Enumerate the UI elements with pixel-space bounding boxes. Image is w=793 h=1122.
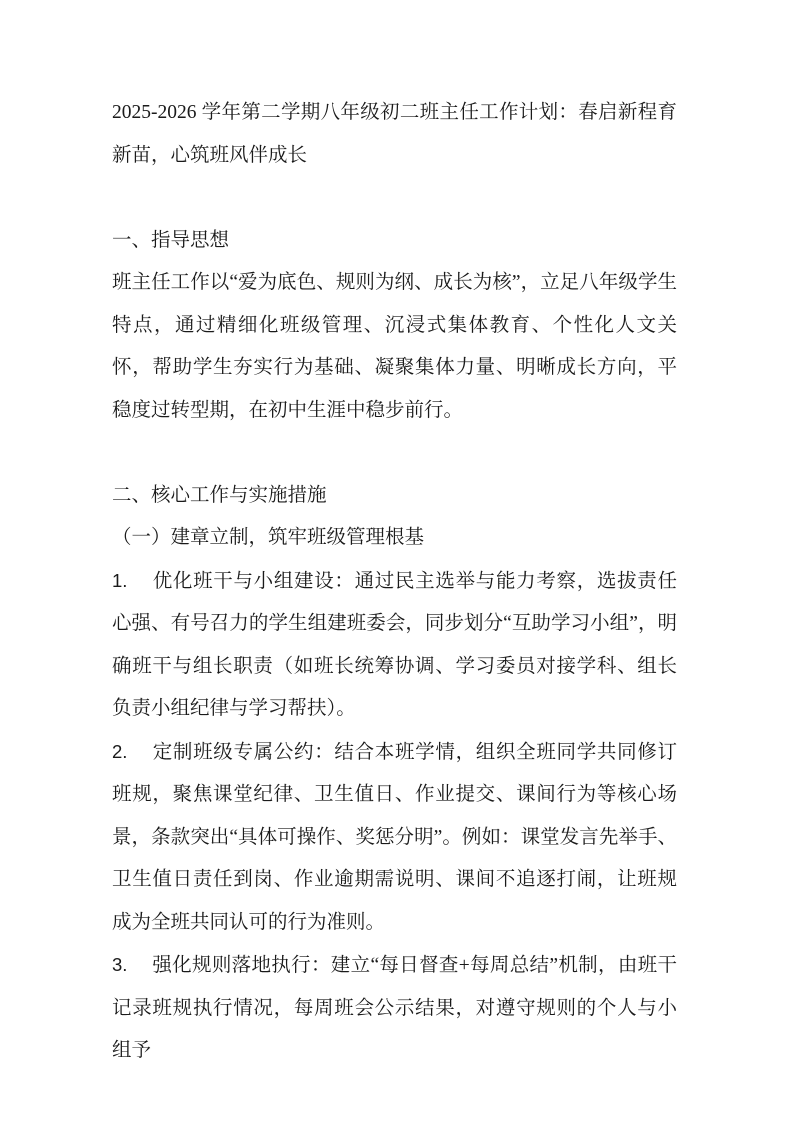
section-heading: 二、核心工作与实施措施 (112, 484, 327, 506)
numbered-item (112, 944, 677, 1073)
list-item-text: 定制班级专属公约：结合本班学情，组织全班同学共同修订班规，聚焦课堂纪律、卫生值日、作业提交、课间行为等核心场景，条款突出“具体可操作、奖惩分明”。例如：课堂发言先举手、卫生值日责任到岗、作业逾期需说明、课间不追逐打闹，让班规成为全班共同认可的行为准则。 (112, 741, 677, 933)
list-number: 2. (112, 740, 128, 762)
section-heading: 一、指导思想 (112, 229, 230, 251)
body-paragraph: 班主任工作以“爱为底色、规则为纲、成长为核”，立足八年级学生特点，通过精细化班级管理、沉浸式集体教育、个性化人文关怀，帮助学生夯实行为基础、凝聚集体力量、明晰成长方向，平稳度过转型期，在初中生涯中稳步前行。 (112, 272, 677, 421)
list-item-text: 优化班干与小组建设：通过民主选举与能力考察，选拔责任心强、有号召力的学生组建班委会，同步划分“互助学习小组”，明确班干与组长职责（如班长统筹协调、学习委员对接学科、组长负责小组纪律与学习帮扶）。 (112, 570, 677, 719)
numbered-item (112, 560, 677, 731)
blank-line (112, 432, 677, 475)
sub-section-heading: （一）建章立制，筑牢班级管理根基 (112, 527, 425, 548)
document-content (112, 92, 677, 1073)
list-item-text: 强化规则落地执行：建立“每日督查+每周总结”机制，由班干记录班规执行情况，每周班会公示结果，对遵守规则的个人与小组予 (112, 955, 677, 1061)
numbered-item (112, 731, 677, 945)
list-number: 1. (112, 569, 128, 591)
list-number: 3. (112, 954, 128, 975)
blank-line (112, 177, 677, 220)
document-title: 2025-2026 学年第二学期八年级初二班主任工作计划：春启新程育新苗，心筑班风伴成长 (112, 102, 677, 166)
